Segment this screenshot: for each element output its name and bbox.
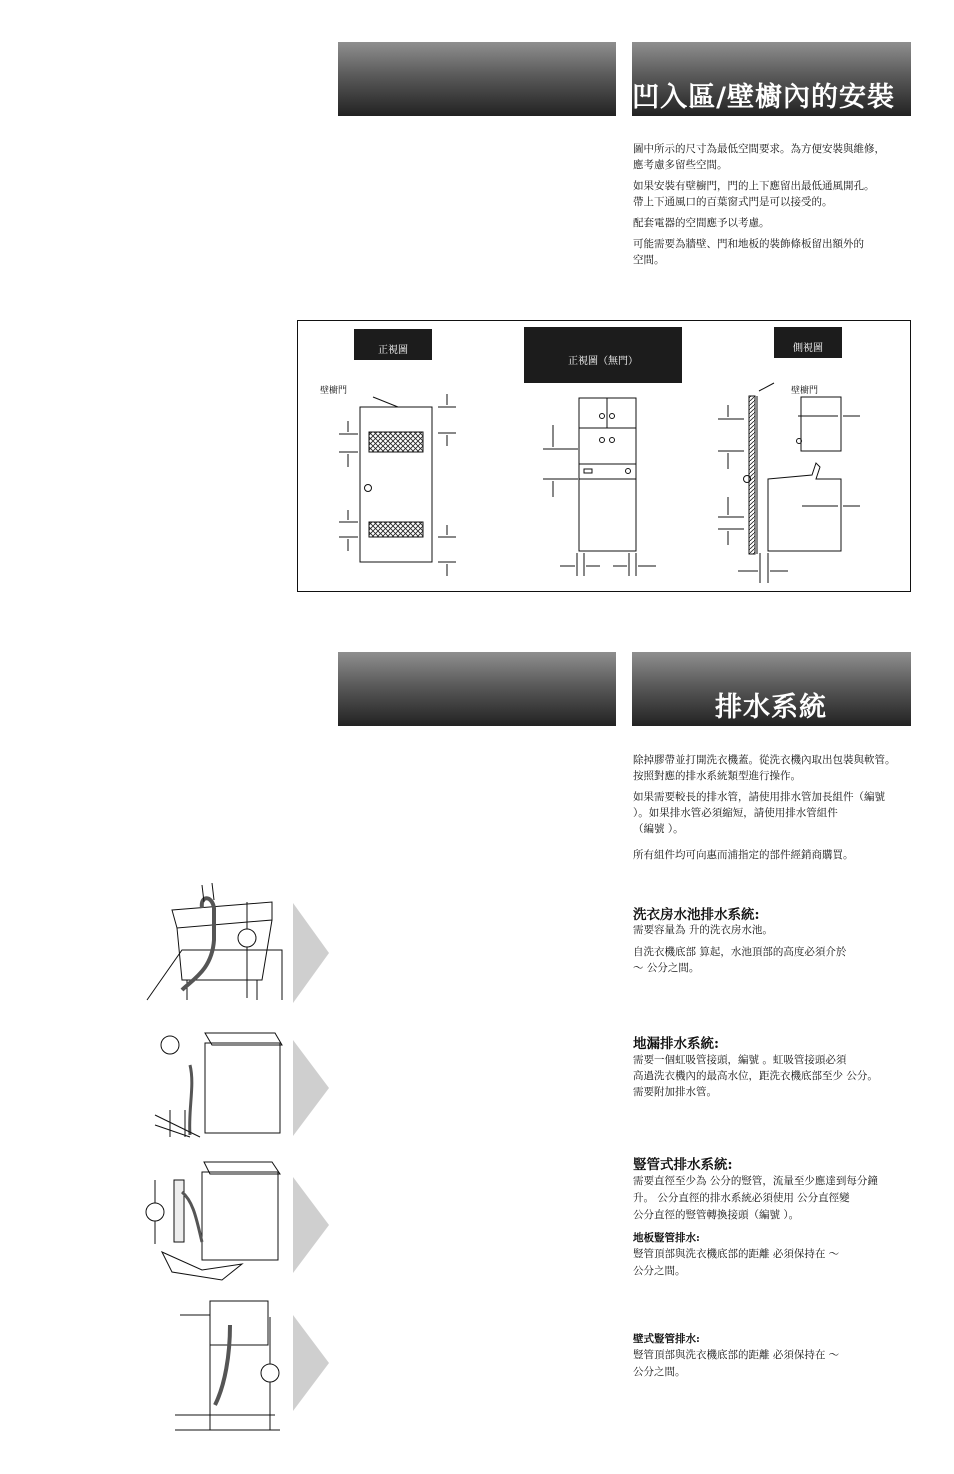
intro-line6: 所有組件均可向惠而浦指定的部件經銷商購買。 — [633, 849, 854, 861]
floor-drain-arrow — [293, 1040, 329, 1136]
p2-line2: 帶上下通風口的百葉窗式門是可以接受的。 — [633, 196, 833, 208]
wall-standpipe-arrow — [293, 1315, 329, 1411]
floor-standpipe-heading: 地板豎管排水: — [633, 1232, 700, 1244]
section-title-recess: 凹入區/壁櫥內的安裝 — [632, 82, 895, 113]
front-view-no-door-label: 正視圖（無門） — [524, 327, 682, 383]
left-banner-1 — [338, 42, 616, 116]
floor-drain-line1: 需要一個虹吸管接頭，編號 。虹吸管接頭必須 — [633, 1054, 847, 1066]
intro-line5: （編號 ）。 — [633, 823, 684, 835]
laundry-tub-line3: ～ 公分之間。 — [633, 962, 700, 974]
floor-drain-line2: 高過洗衣機內的最高水位，距洗衣機底部至少 公分。 — [633, 1070, 878, 1082]
left-banner-2 — [338, 652, 616, 726]
closet-door-label-side: 壁櫥門 — [791, 386, 819, 396]
p4-line2: 空間。 — [633, 254, 665, 266]
wall-standpipe-heading: 壁式豎管排水: — [633, 1333, 700, 1345]
standpipe-line2: 升。 公分直徑的排水系統必須使用 公分直徑變 — [633, 1192, 850, 1204]
p2-line1: 如果安裝有壁櫥門，門的上下應留出最低通風開孔。 — [633, 180, 875, 192]
laundry-tub-line2: 自洗衣機底部 算起，水池頂部的高度必須介於 — [633, 946, 847, 958]
laundry-tub-heading: 洗衣房水池排水系統: — [633, 907, 760, 923]
front-view-label: 正視圖 — [354, 329, 432, 360]
p3-line1: 配套電器的空間應予以考慮。 — [633, 217, 770, 229]
clearance-diagram-drawing — [298, 321, 910, 591]
floor-standpipe-line2: 公分之間。 — [633, 1265, 686, 1277]
p1-line1: 圖中所示的尺寸為最低空間要求。為方便安裝與維修， — [633, 143, 885, 155]
wall-standpipe-illustration — [170, 1295, 290, 1435]
side-view-label: 側視圖 — [774, 327, 842, 358]
floor-standpipe-illustration — [142, 1152, 292, 1282]
floor-drain-line3: 需要附加排水管。 — [633, 1086, 717, 1098]
laundry-tub-illustration — [142, 880, 292, 1005]
closet-door-label: 壁櫥門 — [320, 386, 348, 396]
intro-line3: 如果需要較長的排水管，請使用排水管加長組件（編號 — [633, 791, 885, 803]
p4-line1: 可能需要為牆壁、門和地板的裝飾條板留出額外的 — [633, 238, 864, 250]
title-banner-1 — [632, 42, 911, 116]
wall-standpipe-line1: 豎管頂部與洗衣機底部的距離 必須保持在 ～ — [633, 1349, 840, 1361]
floor-standpipe-line1: 豎管頂部與洗衣機底部的距離 必須保持在 ～ — [633, 1248, 840, 1260]
floor-drain-heading: 地漏排水系統: — [633, 1036, 719, 1052]
intro-line2: 按照對應的排水系統類型進行操作。 — [633, 770, 801, 782]
laundry-tub-arrow — [293, 903, 329, 1003]
standpipe-heading: 豎管式排水系統: — [633, 1157, 733, 1173]
section-title-drain: 排水系統 — [715, 692, 827, 723]
clearance-diagram — [297, 320, 911, 592]
floor-standpipe-arrow — [293, 1177, 329, 1273]
standpipe-line3: 公分直徑的豎管轉換接頭（編號 ）。 — [633, 1209, 800, 1221]
intro-line4: ）。如果排水管必須縮短，請使用排水管組件 — [633, 807, 838, 819]
p1-line2: 應考慮多留些空間。 — [633, 159, 728, 171]
intro-line1: 除掉膠帶並打開洗衣機蓋。從洗衣機內取出包裝與軟管。 — [633, 754, 896, 766]
wall-standpipe-line2: 公分之間。 — [633, 1366, 686, 1378]
floor-drain-illustration — [150, 1025, 300, 1140]
laundry-tub-line1: 需要容量為 升的洗衣房水池。 — [633, 924, 773, 936]
standpipe-line1: 需要直徑至少為 公分的豎管，流量至少應達到每分鐘 — [633, 1175, 878, 1187]
title-banner-2 — [632, 652, 911, 726]
